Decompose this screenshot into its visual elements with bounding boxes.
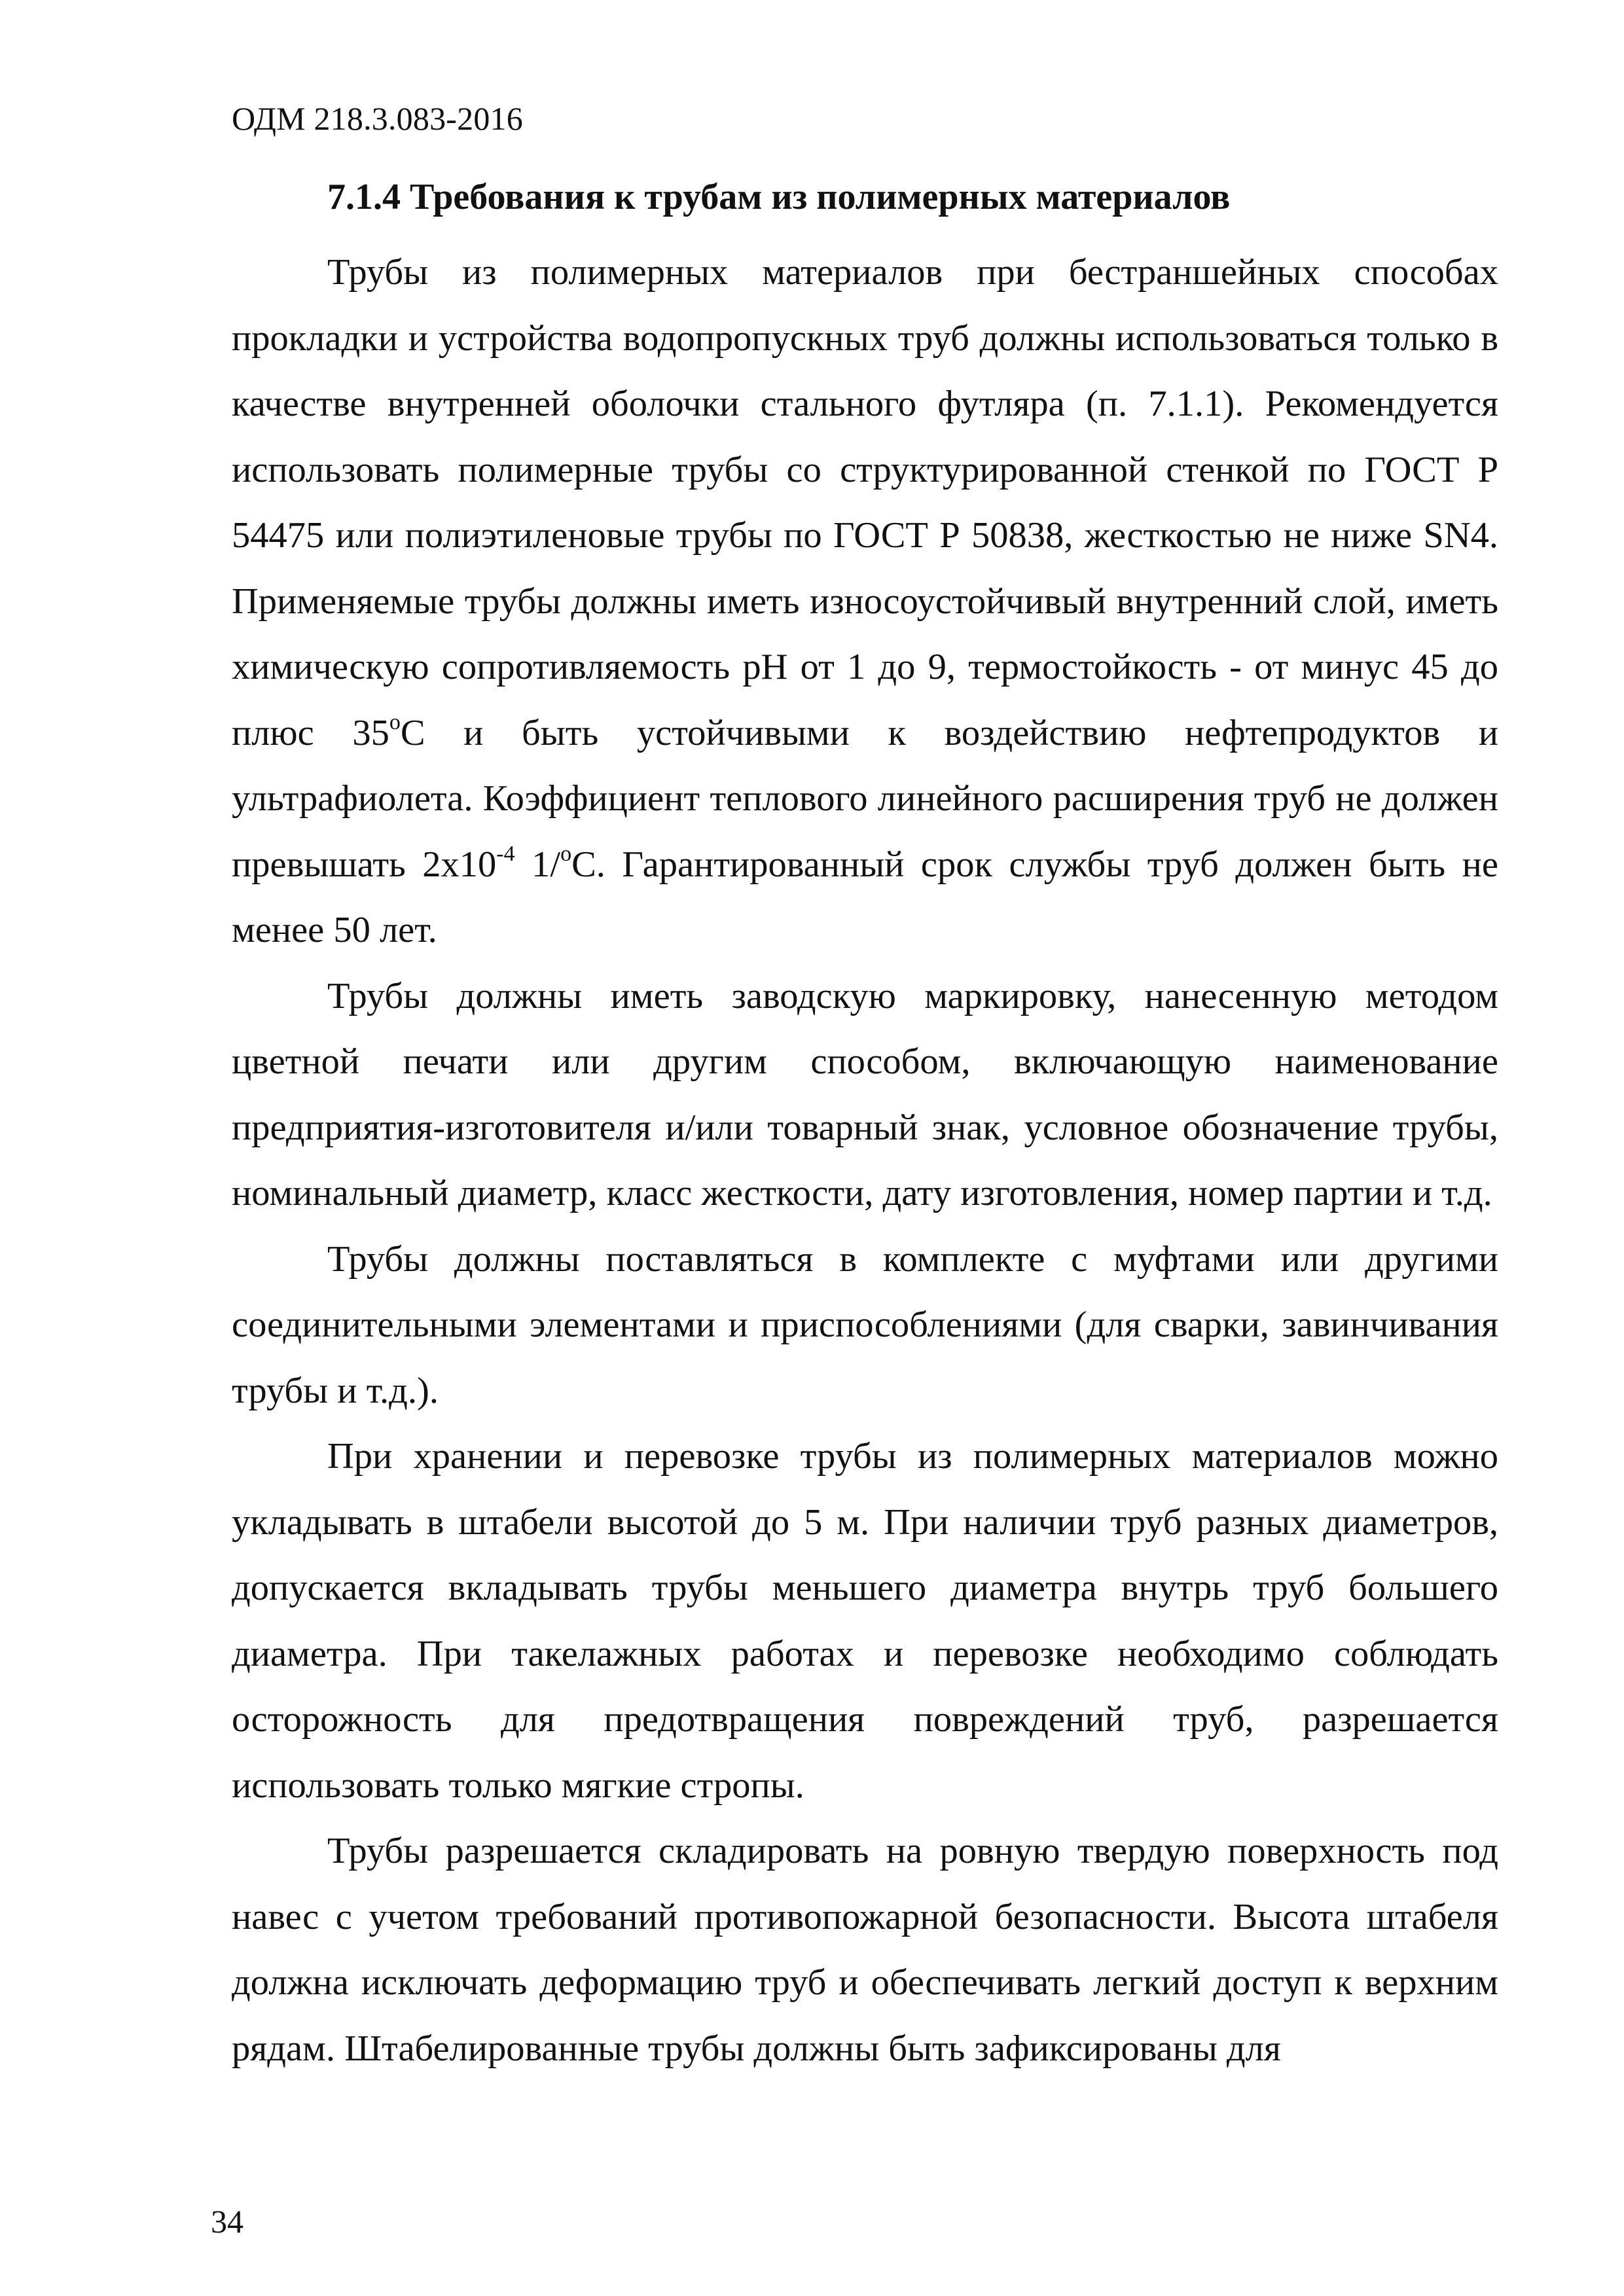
document-code: ОДМ 218.3.083-2016 [232,100,523,137]
paragraph-text: С. Гарантированный срок службы труб должен быть не менее 50 лет. [232,844,1498,950]
paragraph-stacking: Трубы разрешается складировать на ровную твердую поверхность под навес с учетом требований противопожарной безопасности. Высота штабеля должна исключать деформацию труб и обеспечивать легкий доступ к верхним рядам. Штабелированные трубы должны быть зафиксированы для [232,1831,1498,2069]
section-heading: 7.1.4 Требования к трубам из полимерных материалов [327,177,1231,217]
degree-superscript: о [560,841,572,866]
paragraph-text: 1/ [514,844,561,885]
exponent-superscript: -4 [496,841,515,866]
paragraph-text: Трубы из полимерных материалов при бестраншейных способах прокладки и устройства водопропускных труб должны использоваться только в качестве внутренней оболочки стального футляра (п. 7.1.1). Рекомендуется использовать полимерные трубы со структурированной стенкой по ГОСТ Р 54475 или полиэтиленовые трубы по ГОСТ Р 50838, жесткостью не ниже SN4. Применяемые трубы должны иметь износоустойчивый внутренний слой, иметь химическую сопротивляемость pH от 1 до 9, термостойкость - от минус 45 до плюс 35 [232,252,1498,753]
paragraph-delivery: Трубы должны поставляться в комплекте с муфтами или другими соединительными элементами и приспособлениями (для сварки, завинчивания трубы и т.д.). [232,1238,1498,1411]
paragraph-marking: Трубы должны иметь заводскую маркировку, нанесенную методом цветной печати или другим способом, включающую наименование предприятия-изготовителя и/или товарный знак, условное обозначение трубы, номинальный диаметр, класс жесткости, дату изготовления, номер партии и т.д. [232,975,1498,1213]
paragraph-pipe-requirements [232,240,1498,963]
paragraph-storage-transport: При хранении и перевозке трубы из полимерных материалов можно укладывать в штабели высотой до 5 м. При наличии труб разных диаметров, допускается вкладывать трубы меньшего диаметра внутрь труб большего диаметра. При такелажных работах и перевозке необходимо соблюдать осторожность для предотвращения повреждений труб, разрешается использовать только мягкие стропы. [232,1436,1498,1806]
main-content [232,175,1498,2081]
degree-superscript: о [389,709,401,734]
paragraph-text: С и быть устойчивыми к воздействию нефтепродуктов и ультрафиолета. Коэффициент теплового линейного расширения труб не должен превышать 2х10 [232,712,1499,885]
page-number: 34 [211,2203,244,2240]
